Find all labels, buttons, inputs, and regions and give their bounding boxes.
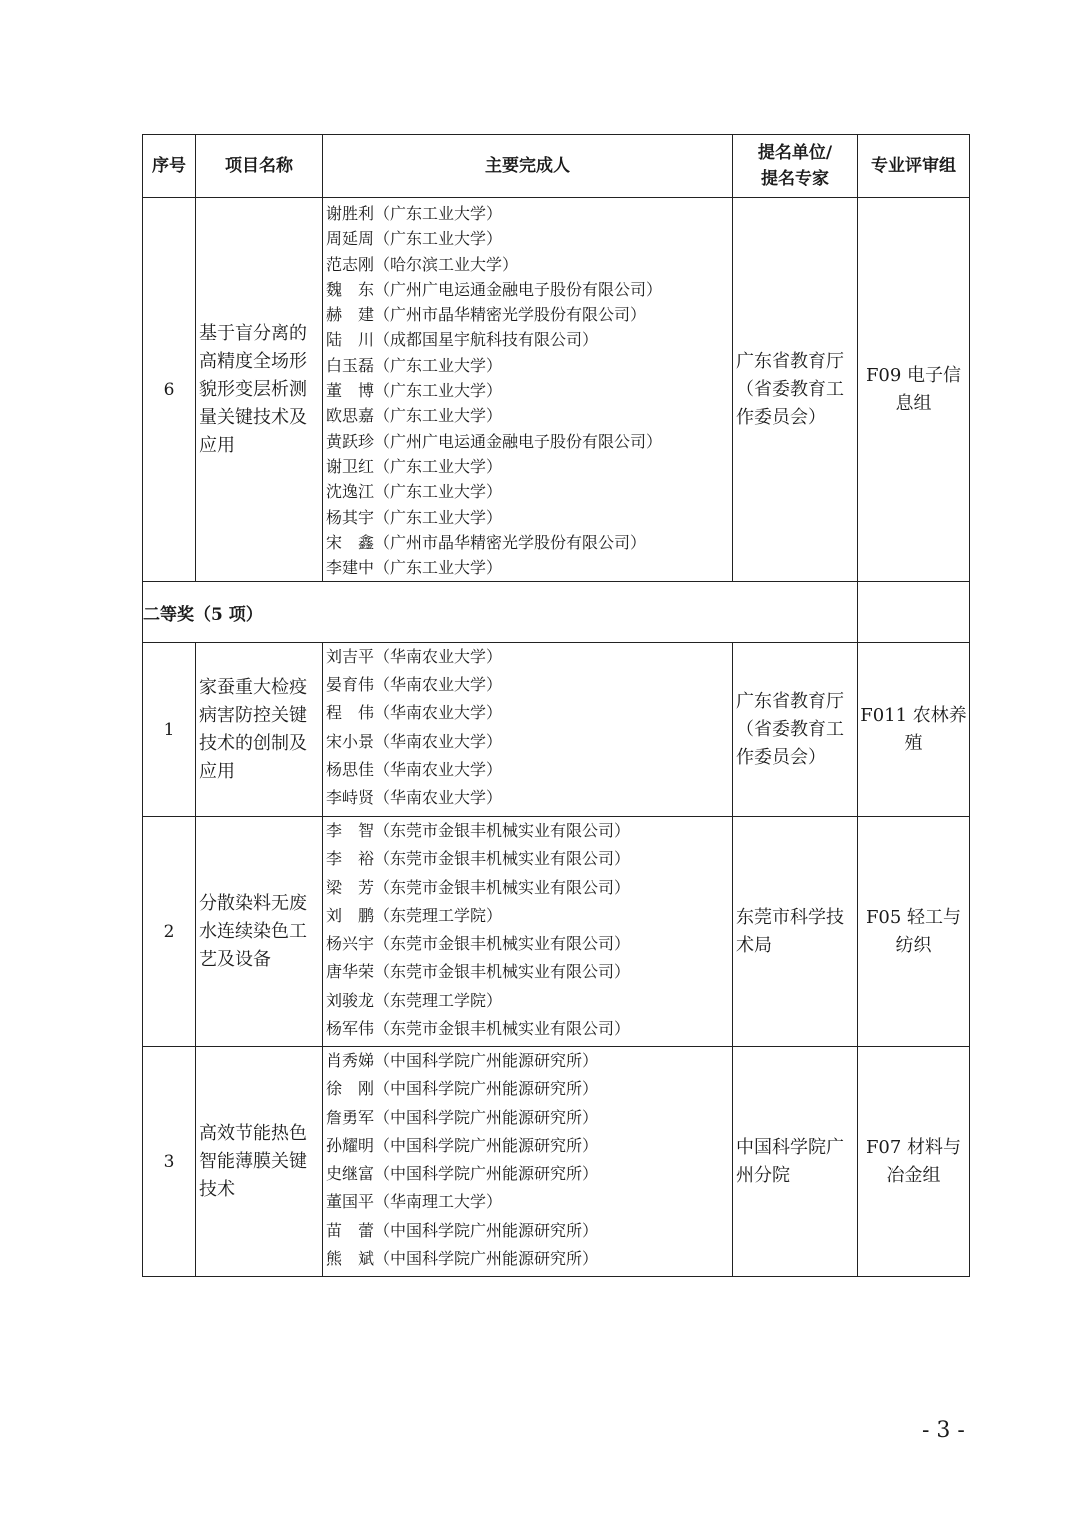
table-row	[143, 817, 970, 1047]
person-entry: 董 博（广东工业大学）	[326, 381, 503, 401]
header-nominator-line1: 提名单位/	[757, 143, 833, 163]
person-entry: 赫 建（广州市晶华精密光学股份有限公司）	[326, 305, 647, 325]
person-entry: 程 伟（华南农业大学）	[326, 703, 503, 723]
row-number: 6	[143, 198, 196, 582]
person-entry: 晏育伟（华南农业大学）	[326, 675, 503, 695]
table-row	[143, 643, 970, 817]
person-entry: 肖秀娣（中国科学院广州能源研究所）	[326, 1051, 599, 1070]
section-row	[143, 582, 970, 643]
nominator: 中国科学院广州分院	[733, 1047, 858, 1277]
person-entry: 杨思佳（华南农业大学）	[326, 759, 503, 779]
row-number: 3	[143, 1047, 196, 1277]
row-number: 2	[143, 817, 196, 1047]
person-entry: 熊 斌（中国科学院广州能源研究所）	[326, 1249, 599, 1269]
person-entry: 谢卫红（广东工业大学）	[326, 456, 503, 476]
person-entry: 白玉磊（广东工业大学）	[326, 355, 503, 375]
header-nominator-line2: 提名专家	[761, 169, 829, 189]
page-number: - 3 -	[922, 1418, 965, 1443]
review-group: F07 材料与冶金组	[858, 1047, 970, 1277]
person-entry: 周延周（广东工业大学）	[326, 229, 503, 249]
header-review-group: 专业评审组	[858, 135, 970, 198]
person-entry: 徐 刚（中国科学院广州能源研究所）	[326, 1079, 599, 1099]
main-people-list	[323, 1047, 733, 1277]
person-entry: 欧思嘉（广东工业大学）	[326, 406, 503, 426]
nominator: 东莞市科学技术局	[733, 817, 858, 1047]
person-entry: 苗 蕾（中国科学院广州能源研究所）	[326, 1220, 599, 1240]
person-entry: 杨兴宇（东莞市金银丰机械实业有限公司）	[326, 934, 631, 954]
nominator: 广东省教育厅（省委教育工作委员会）	[733, 198, 858, 582]
person-entry: 陆 川（成都国星宇航科技有限公司）	[326, 330, 599, 350]
section-title: 二等奖（5 项）	[143, 582, 858, 643]
table-row	[143, 1047, 970, 1277]
review-group: F05 轻工与纺织	[858, 817, 970, 1047]
person-entry: 沈逸江（广东工业大学）	[326, 482, 503, 502]
person-entry: 梁 芳（东莞市金银丰机械实业有限公司）	[326, 877, 631, 897]
header-project-name: 项目名称	[196, 135, 323, 198]
review-group: F011 农林养殖	[858, 643, 970, 817]
header-no: 序号	[143, 135, 196, 198]
main-people-list	[323, 643, 733, 817]
main-people-list	[323, 198, 733, 582]
header-main-people: 主要完成人	[323, 135, 733, 198]
review-group: F09 电子信息组	[858, 198, 970, 582]
person-entry: 杨其宇（广东工业大学）	[326, 507, 503, 527]
person-entry: 黄跃珍（广州广电运通金融电子股份有限公司）	[326, 431, 663, 451]
person-entry: 刘吉平（华南农业大学）	[326, 647, 503, 666]
person-entry: 詹勇军（中国科学院广州能源研究所）	[326, 1107, 599, 1127]
project-name: 家蚕重大检疫病害防控关键技术的创制及应用	[196, 643, 323, 817]
row-number: 1	[143, 643, 196, 817]
project-name: 基于盲分离的高精度全场形貌形变层析测量关键技术及应用	[196, 198, 323, 582]
person-entry: 李 智（东莞市金银丰机械实业有限公司）	[326, 821, 631, 840]
nominator: 广东省教育厅（省委教育工作委员会）	[733, 643, 858, 817]
person-entry: 范志刚（哈尔滨工业大学）	[326, 254, 519, 274]
person-entry: 李 裕（东莞市金银丰机械实业有限公司）	[326, 849, 631, 869]
person-entry: 宋 鑫（广州市晶华精密光学股份有限公司）	[326, 532, 647, 552]
person-entry: 刘骏龙（东莞理工学院）	[326, 990, 503, 1010]
person-entry: 李建中（广东工业大学）	[326, 558, 503, 578]
person-entry: 孙耀明（中国科学院广州能源研究所）	[326, 1135, 599, 1155]
main-people-list	[323, 817, 733, 1047]
award-table	[142, 134, 970, 1277]
section-empty-cell	[858, 582, 970, 643]
person-entry: 刘 鹏（东莞理工学院）	[326, 905, 503, 925]
project-name: 高效节能热色智能薄膜关键技术	[196, 1047, 323, 1277]
person-entry: 史继富（中国科学院广州能源研究所）	[326, 1164, 599, 1184]
project-name: 分散染料无废水连续染色工艺及设备	[196, 817, 323, 1047]
header-nominator	[733, 135, 858, 198]
person-entry: 杨军伟（东莞市金银丰机械实业有限公司）	[326, 1019, 631, 1039]
person-entry: 李峙贤（华南农业大学）	[326, 788, 503, 808]
person-entry: 宋小景（华南农业大学）	[326, 731, 503, 751]
person-entry: 董国平（华南理工大学）	[326, 1192, 503, 1212]
person-entry: 唐华荣（东莞市金银丰机械实业有限公司）	[326, 962, 631, 982]
table-row	[143, 198, 970, 582]
person-entry: 谢胜利（广东工业大学）	[326, 204, 503, 223]
table-header-row	[143, 135, 970, 198]
person-entry: 魏 东（广州广电运通金融电子股份有限公司）	[326, 279, 663, 299]
